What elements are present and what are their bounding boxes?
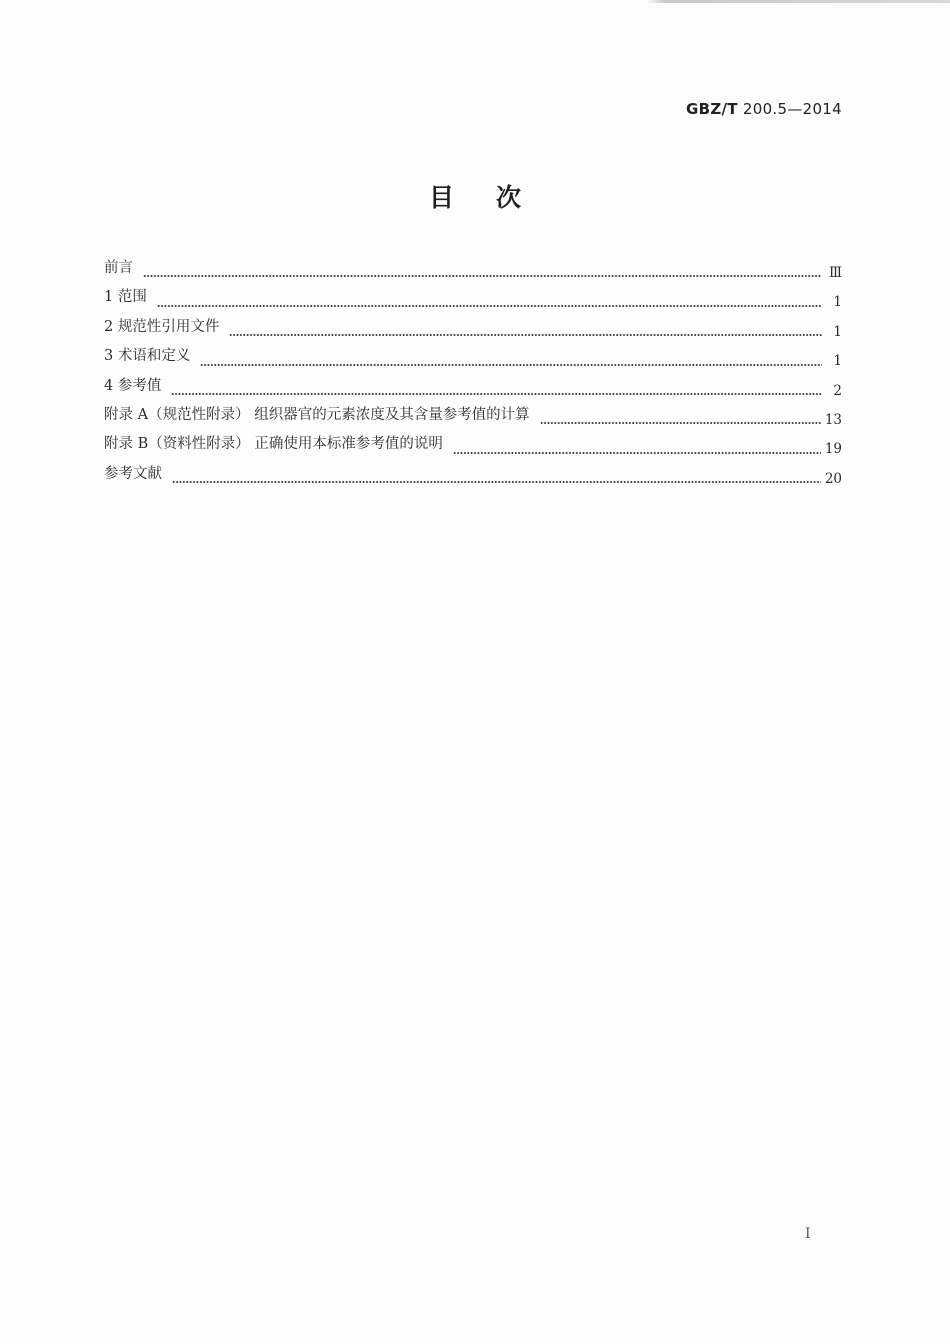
page-number: I [805,1226,811,1242]
toc-entry-page: 2 [833,382,842,399]
toc-entry-normative-references[interactable] [104,315,842,344]
toc-entry-label: 附录 B（资料性附录） 正确使用本标准参考值的说明 [104,436,443,453]
toc-dot-leader [171,393,822,395]
toc-dot-leader [200,364,822,366]
toc-dot-leader [229,334,822,336]
toc-entry-label: 前言 [104,260,133,276]
toc-dot-leader [143,275,822,277]
toc-entry-label: 参考文献 [104,465,162,482]
toc-dot-leader [540,422,821,424]
toc-entry-bibliography[interactable] [104,462,842,491]
toc-title: 目次 [428,183,563,212]
toc-dot-leader [157,305,822,307]
toc-entry-label: 2 规范性引用文件 [104,318,220,335]
toc-entry-label: 4 参考值 [104,377,162,394]
toc-entry-page: Ⅲ [828,265,842,281]
toc-entry-page: 1 [833,323,842,340]
standard-number: 200.5—2014 [737,100,842,118]
toc-entry-page: 19 [824,441,842,458]
toc-entry-reference-values[interactable] [104,374,842,403]
toc-entry-scope[interactable] [104,285,842,314]
toc-entry-label: 3 术语和定义 [104,348,191,365]
toc-entry-page: 13 [824,411,842,428]
toc-dot-leader [453,452,821,454]
toc-entry-foreword[interactable] [104,256,842,285]
toc-entry-page: 1 [833,294,842,311]
toc-entry-page: 1 [833,353,842,370]
standard-code [686,100,842,118]
toc-entry-terms-definitions[interactable] [104,344,842,373]
toc-entry-page: 20 [824,470,842,487]
toc-entry-appendix-a[interactable] [104,403,842,432]
toc-entry-appendix-b[interactable] [104,432,842,461]
standard-prefix: GBZ/T [685,100,738,118]
toc-entry-label: 1 范围 [104,289,147,306]
toc-entry-label: 附录 A（规范性附录） 组织器官的元素浓度及其含量参考值的计算 [104,406,530,423]
toc-dot-leader [172,481,821,483]
scan-top-edge [0,0,950,3]
table-of-contents [104,256,842,491]
